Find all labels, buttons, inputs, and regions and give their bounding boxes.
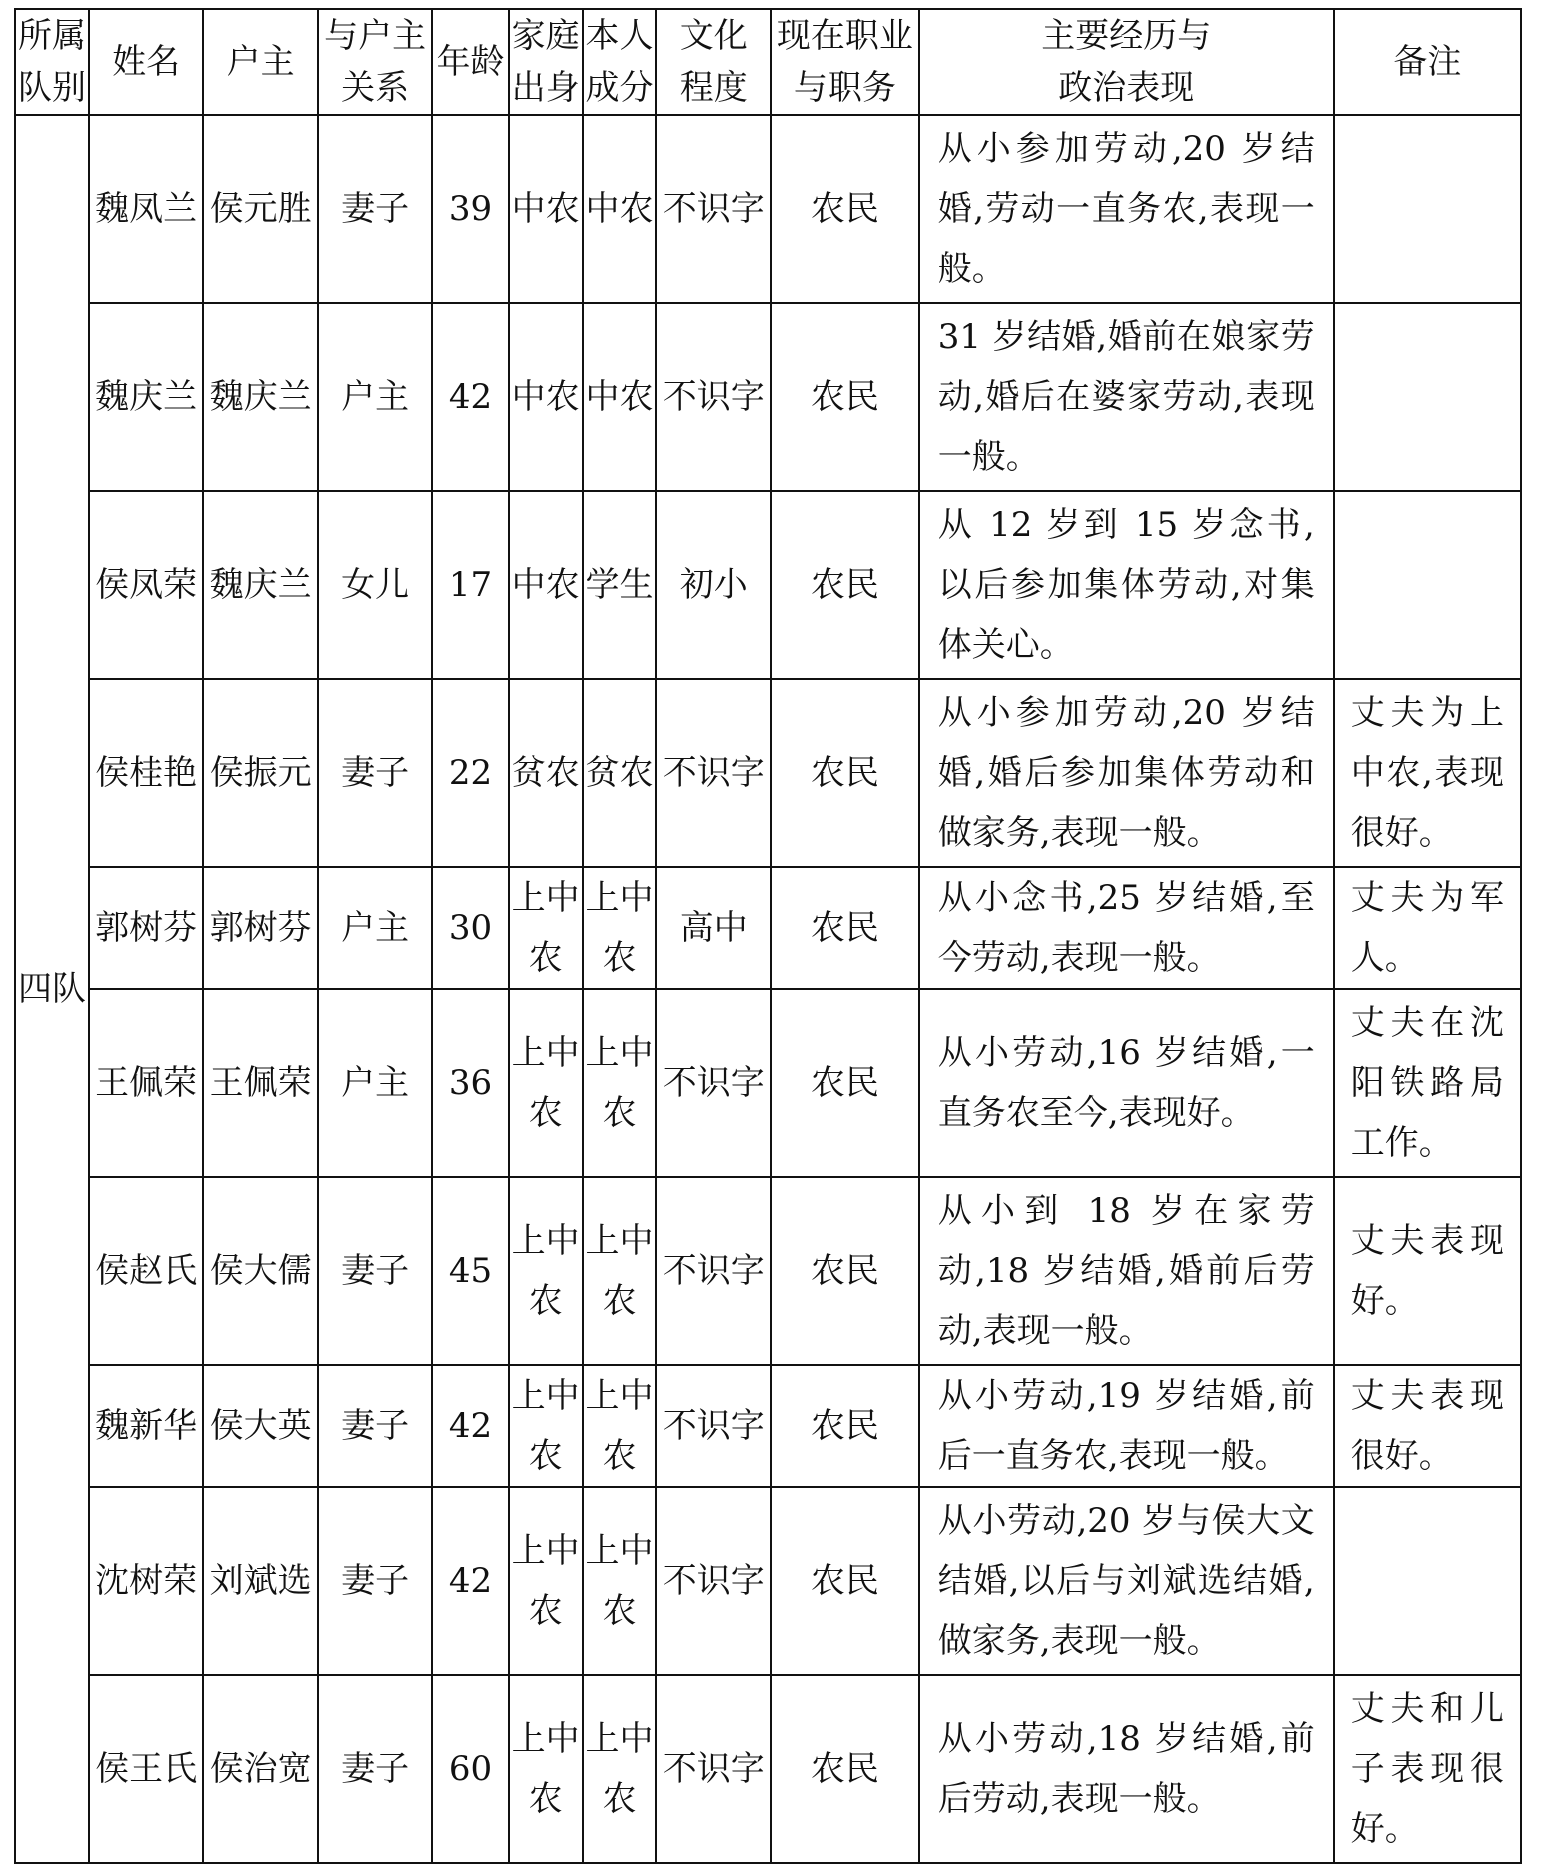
cell-remarks <box>1334 303 1521 491</box>
cell-age: 45 <box>432 1177 508 1365</box>
cell-family-origin: 中农 <box>509 115 583 303</box>
household-register-table <box>14 8 1522 1864</box>
header-history: 主要经历与 政治表现 <box>919 9 1334 115</box>
cell-team: 四队 <box>15 115 89 1863</box>
header-family-origin: 家庭 出身 <box>509 9 583 115</box>
cell-education: 不识字 <box>656 115 770 303</box>
cell-name: 侯桂艳 <box>89 679 203 867</box>
cell-name: 王佩荣 <box>89 989 203 1177</box>
header-householder: 户主 <box>203 9 317 115</box>
cell-name: 魏新华 <box>89 1365 203 1487</box>
cell-education: 初小 <box>656 491 770 679</box>
cell-remarks: 丈夫和儿子表现很好。 <box>1334 1675 1521 1863</box>
cell-family-origin: 贫农 <box>509 679 583 867</box>
header-education: 文化 程度 <box>656 9 770 115</box>
cell-family-origin: 上中农 <box>509 1177 583 1365</box>
header-row <box>15 9 1521 115</box>
cell-relation: 妻子 <box>318 1177 432 1365</box>
cell-education: 不识字 <box>656 989 770 1177</box>
cell-personal-status: 上中农 <box>583 1675 657 1863</box>
header-remarks: 备注 <box>1334 9 1521 115</box>
cell-name: 侯凤荣 <box>89 491 203 679</box>
cell-remarks <box>1334 491 1521 679</box>
table-row <box>15 989 1521 1177</box>
cell-age: 39 <box>432 115 508 303</box>
cell-name: 魏凤兰 <box>89 115 203 303</box>
cell-personal-status: 贫农 <box>583 679 657 867</box>
cell-history: 从小劳动,16 岁结婚,一直务农至今,表现好。 <box>919 989 1334 1177</box>
cell-education: 不识字 <box>656 1365 770 1487</box>
table-body <box>15 115 1521 1863</box>
cell-history: 从小到 18 岁在家劳动,18 岁结婚,婚前后劳动,表现一般。 <box>919 1177 1334 1365</box>
cell-occupation: 农民 <box>771 491 919 679</box>
cell-age: 22 <box>432 679 508 867</box>
table-row <box>15 1487 1521 1675</box>
cell-name: 魏庆兰 <box>89 303 203 491</box>
cell-education: 不识字 <box>656 1177 770 1365</box>
cell-occupation: 农民 <box>771 1177 919 1365</box>
cell-relation: 妻子 <box>318 1487 432 1675</box>
cell-remarks <box>1334 115 1521 303</box>
cell-education: 不识字 <box>656 1675 770 1863</box>
cell-history: 从小劳动,19 岁结婚,前后一直务农,表现一般。 <box>919 1365 1334 1487</box>
cell-occupation: 农民 <box>771 1675 919 1863</box>
cell-history: 从小念书,25 岁结婚,至今劳动,表现一般。 <box>919 867 1334 989</box>
cell-relation: 户主 <box>318 989 432 1177</box>
cell-family-origin: 中农 <box>509 303 583 491</box>
table-row <box>15 679 1521 867</box>
cell-remarks: 丈夫为上中农,表现很好。 <box>1334 679 1521 867</box>
cell-name: 沈树荣 <box>89 1487 203 1675</box>
cell-personal-status: 上中农 <box>583 1487 657 1675</box>
cell-householder: 刘斌选 <box>203 1487 317 1675</box>
cell-householder: 侯治宽 <box>203 1675 317 1863</box>
cell-family-origin: 上中农 <box>509 1365 583 1487</box>
cell-history: 从小参加劳动,20 岁结婚,劳动一直务农,表现一般。 <box>919 115 1334 303</box>
header-relation: 与户主 关系 <box>318 9 432 115</box>
cell-family-origin: 上中农 <box>509 1487 583 1675</box>
cell-occupation: 农民 <box>771 115 919 303</box>
header-age: 年龄 <box>432 9 508 115</box>
cell-history: 从小参加劳动,20 岁结婚,婚后参加集体劳动和做家务,表现一般。 <box>919 679 1334 867</box>
cell-personal-status: 上中农 <box>583 867 657 989</box>
cell-personal-status: 上中农 <box>583 1177 657 1365</box>
cell-education: 不识字 <box>656 303 770 491</box>
cell-personal-status: 学生 <box>583 491 657 679</box>
cell-history: 从 12 岁到 15 岁念书,以后参加集体劳动,对集体关心。 <box>919 491 1334 679</box>
table-row <box>15 303 1521 491</box>
cell-occupation: 农民 <box>771 867 919 989</box>
cell-relation: 户主 <box>318 303 432 491</box>
cell-name: 郭树芬 <box>89 867 203 989</box>
cell-occupation: 农民 <box>771 679 919 867</box>
cell-personal-status: 上中农 <box>583 989 657 1177</box>
cell-householder: 王佩荣 <box>203 989 317 1177</box>
table-row <box>15 491 1521 679</box>
cell-personal-status: 中农 <box>583 115 657 303</box>
cell-householder: 魏庆兰 <box>203 491 317 679</box>
cell-age: 42 <box>432 1487 508 1675</box>
table-row <box>15 115 1521 303</box>
cell-name: 侯赵氏 <box>89 1177 203 1365</box>
cell-householder: 侯元胜 <box>203 115 317 303</box>
cell-family-origin: 中农 <box>509 491 583 679</box>
header-team: 所属 队别 <box>15 9 89 115</box>
cell-relation: 妻子 <box>318 1675 432 1863</box>
cell-remarks: 丈夫表现好。 <box>1334 1177 1521 1365</box>
cell-householder: 侯振元 <box>203 679 317 867</box>
cell-occupation: 农民 <box>771 989 919 1177</box>
cell-relation: 女儿 <box>318 491 432 679</box>
table-row <box>15 1365 1521 1487</box>
header-name: 姓名 <box>89 9 203 115</box>
cell-occupation: 农民 <box>771 1365 919 1487</box>
cell-education: 不识字 <box>656 1487 770 1675</box>
cell-age: 42 <box>432 303 508 491</box>
header-occupation: 现在职业 与职务 <box>771 9 919 115</box>
cell-family-origin: 上中农 <box>509 1675 583 1863</box>
cell-remarks: 丈夫在沈阳铁路局工作。 <box>1334 989 1521 1177</box>
cell-remarks <box>1334 1487 1521 1675</box>
cell-remarks: 丈夫为军人。 <box>1334 867 1521 989</box>
cell-relation: 户主 <box>318 867 432 989</box>
cell-age: 30 <box>432 867 508 989</box>
cell-householder: 侯大英 <box>203 1365 317 1487</box>
cell-householder: 郭树芬 <box>203 867 317 989</box>
cell-history: 31 岁结婚,婚前在娘家劳动,婚后在婆家劳动,表现一般。 <box>919 303 1334 491</box>
header-personal-status: 本人 成分 <box>583 9 657 115</box>
cell-relation: 妻子 <box>318 1365 432 1487</box>
cell-education: 高中 <box>656 867 770 989</box>
cell-history: 从小劳动,20 岁与侯大文结婚,以后与刘斌选结婚,做家务,表现一般。 <box>919 1487 1334 1675</box>
cell-personal-status: 中农 <box>583 303 657 491</box>
cell-family-origin: 上中农 <box>509 989 583 1177</box>
cell-age: 36 <box>432 989 508 1177</box>
cell-personal-status: 上中农 <box>583 1365 657 1487</box>
cell-family-origin: 上中农 <box>509 867 583 989</box>
cell-age: 42 <box>432 1365 508 1487</box>
cell-occupation: 农民 <box>771 1487 919 1675</box>
cell-relation: 妻子 <box>318 679 432 867</box>
cell-relation: 妻子 <box>318 115 432 303</box>
cell-occupation: 农民 <box>771 303 919 491</box>
cell-history: 从小劳动,18 岁结婚,前后劳动,表现一般。 <box>919 1675 1334 1863</box>
cell-age: 60 <box>432 1675 508 1863</box>
cell-householder: 侯大儒 <box>203 1177 317 1365</box>
cell-remarks: 丈夫表现很好。 <box>1334 1365 1521 1487</box>
cell-age: 17 <box>432 491 508 679</box>
cell-education: 不识字 <box>656 679 770 867</box>
table-row <box>15 867 1521 989</box>
table-row <box>15 1177 1521 1365</box>
table-row <box>15 1675 1521 1863</box>
cell-householder: 魏庆兰 <box>203 303 317 491</box>
cell-name: 侯王氏 <box>89 1675 203 1863</box>
